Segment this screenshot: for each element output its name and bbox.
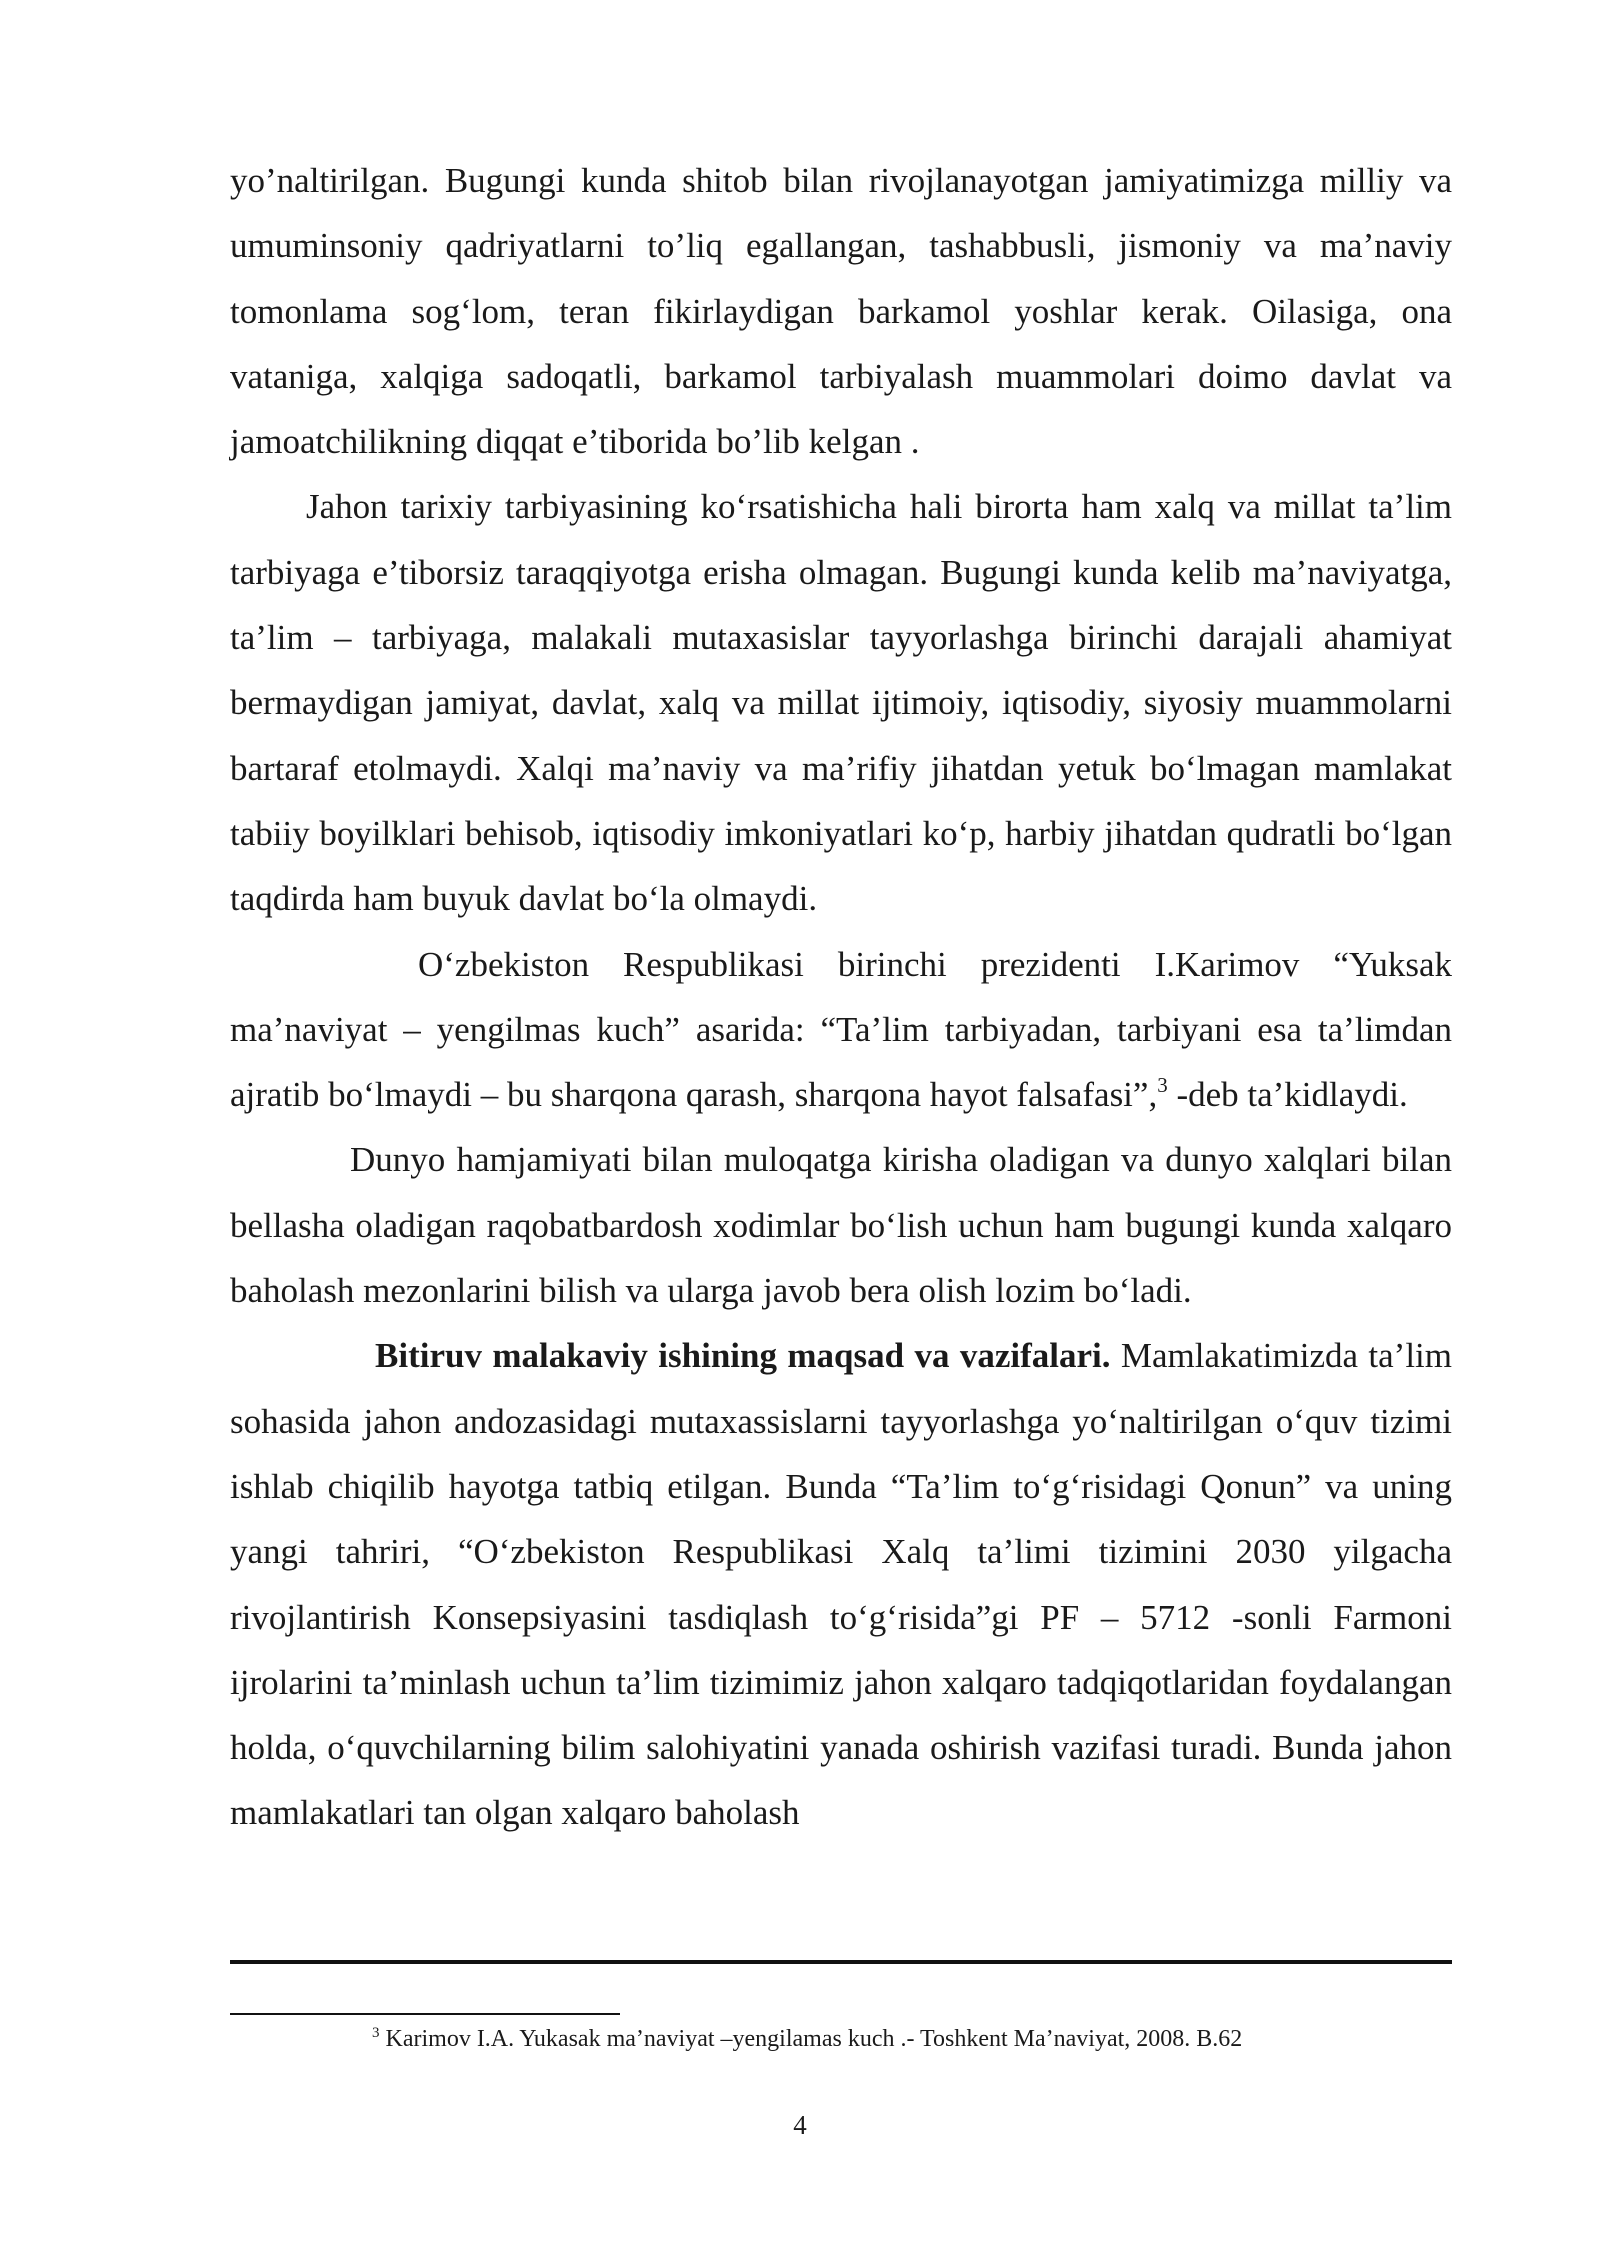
footnote-separator xyxy=(230,2013,620,2015)
paragraph-4-text: Dunyo hamjamiyati bilan muloqatga kirisha oladigan va dunyo xalqlari bilan bellasha oladigan raqobatbardosh xodimlar bo‘lish uchun ham bugungi kunda xalqaro baholash mezonlarini bilish va ularga javob bera olish lozim bo‘ladi. xyxy=(230,1140,1452,1311)
footnote-reference[interactable]: 3 xyxy=(1157,1073,1168,1098)
page-number: 4 xyxy=(793,2110,807,2140)
footnote-number: 3 xyxy=(372,2025,380,2041)
paragraph-5 xyxy=(230,1323,1452,1845)
text-underline-rule xyxy=(230,1960,1452,1964)
paragraph-3-text: O‘zbekiston Respublikasi birinchi prezidenti I.Karimov “Yuksak ma’naviyat – yengilmas kuch” asarida: “Ta’lim tarbiyadan, tarbiyani esa ta’limdan ajratib bo‘lmaydi – bu sharqona qarash, sharqona hayot falsafasi”, xyxy=(230,944,1452,1115)
page-body xyxy=(230,148,1452,1846)
paragraph-2-text: Jahon tarixiy tarbiyasining ko‘rsatishicha hali birorta ham xalq va millat ta’lim tarbiyaga e’tiborsiz taraqqiyotga erisha olmagan. Bugungi kunda kelib ma’naviyatga, ta’lim – tarbiyaga, malakali mutaxasislar tayyorlashga birinchi darajali ahamiyat bermaydigan jamiyat, davlat, xalq va millat ijtimoiy, iqtisodiy, siyosiy muammolarni bartaraf etolmaydi. Xalqi ma’naviy va ma’rifiy jihatdan yetuk bo‘lmagan mamlakat tabiiy boyilklari behisob, iqtisodiy imkoniyatlari ko‘p, harbiy jihatdan qudratli bo‘lgan taqdirda ham buyuk davlat bo‘la olmaydi. xyxy=(230,487,1452,919)
paragraph-4 xyxy=(230,1127,1452,1323)
section-heading: Bitiruv malakaviy ishining maqsad va vazifalari. xyxy=(375,1336,1111,1376)
paragraph-3-text-end: -deb ta’kidlaydi. xyxy=(1167,1075,1408,1115)
paragraph-5-text: Mamlakatimizda ta’lim sohasida jahon andozasidagi mutaxassislarni tayyorlashga yo‘naltirilgan o‘quv tizimi ishlab chiqilib hayotga tatbiq etilgan. Bunda “Ta’lim to‘g‘risidagi Qonun” va uning yangi tahriri, “O‘zbekiston Respublikasi Xalq ta’limi tizimini 2030 yilgacha rivojlantirish Konsepsiyasini tasdiqlash to‘g‘risida”gi PF – 5712 -sonli Farmoni ijrolarini ta’minlash uchun ta’lim tizimimiz jahon xalqaro tadqiqotlaridan foydalangan holda, o‘quvchilarning bilim salohiyatini yanada oshirish vazifasi turadi. Bunda jahon mamlakatlari tan olgan xalqaro baholash xyxy=(230,1336,1452,1833)
paragraph-3 xyxy=(230,932,1452,1128)
paragraph-2 xyxy=(230,474,1452,931)
footnote-text: Karimov I.A. Yukasak ma’naviyat –yengilamas kuch .- Toshkent Ma’naviyat, 2008. B.62 xyxy=(379,2026,1243,2052)
footnote xyxy=(372,2024,1242,2054)
paragraph-1 xyxy=(230,148,1452,474)
paragraph-1-text: yo’naltirilgan. Bugungi kunda shitob bilan rivojlanayotgan jamiyatimizga milliy va umuminsoniy qadriyatlarni to’liq egallangan, tashabbusli, jismoniy va ma’naviy tomonlama sog‘lom, teran fikirlaydigan barkamol yoshlar kerak. Oilasiga, ona vataniga, xalqiga sadoqatli, barkamol tarbiyalash muammolari doimo davlat va jamoatchilikning diqqat e’tiborida bo’lib kelgan . xyxy=(230,161,1452,462)
